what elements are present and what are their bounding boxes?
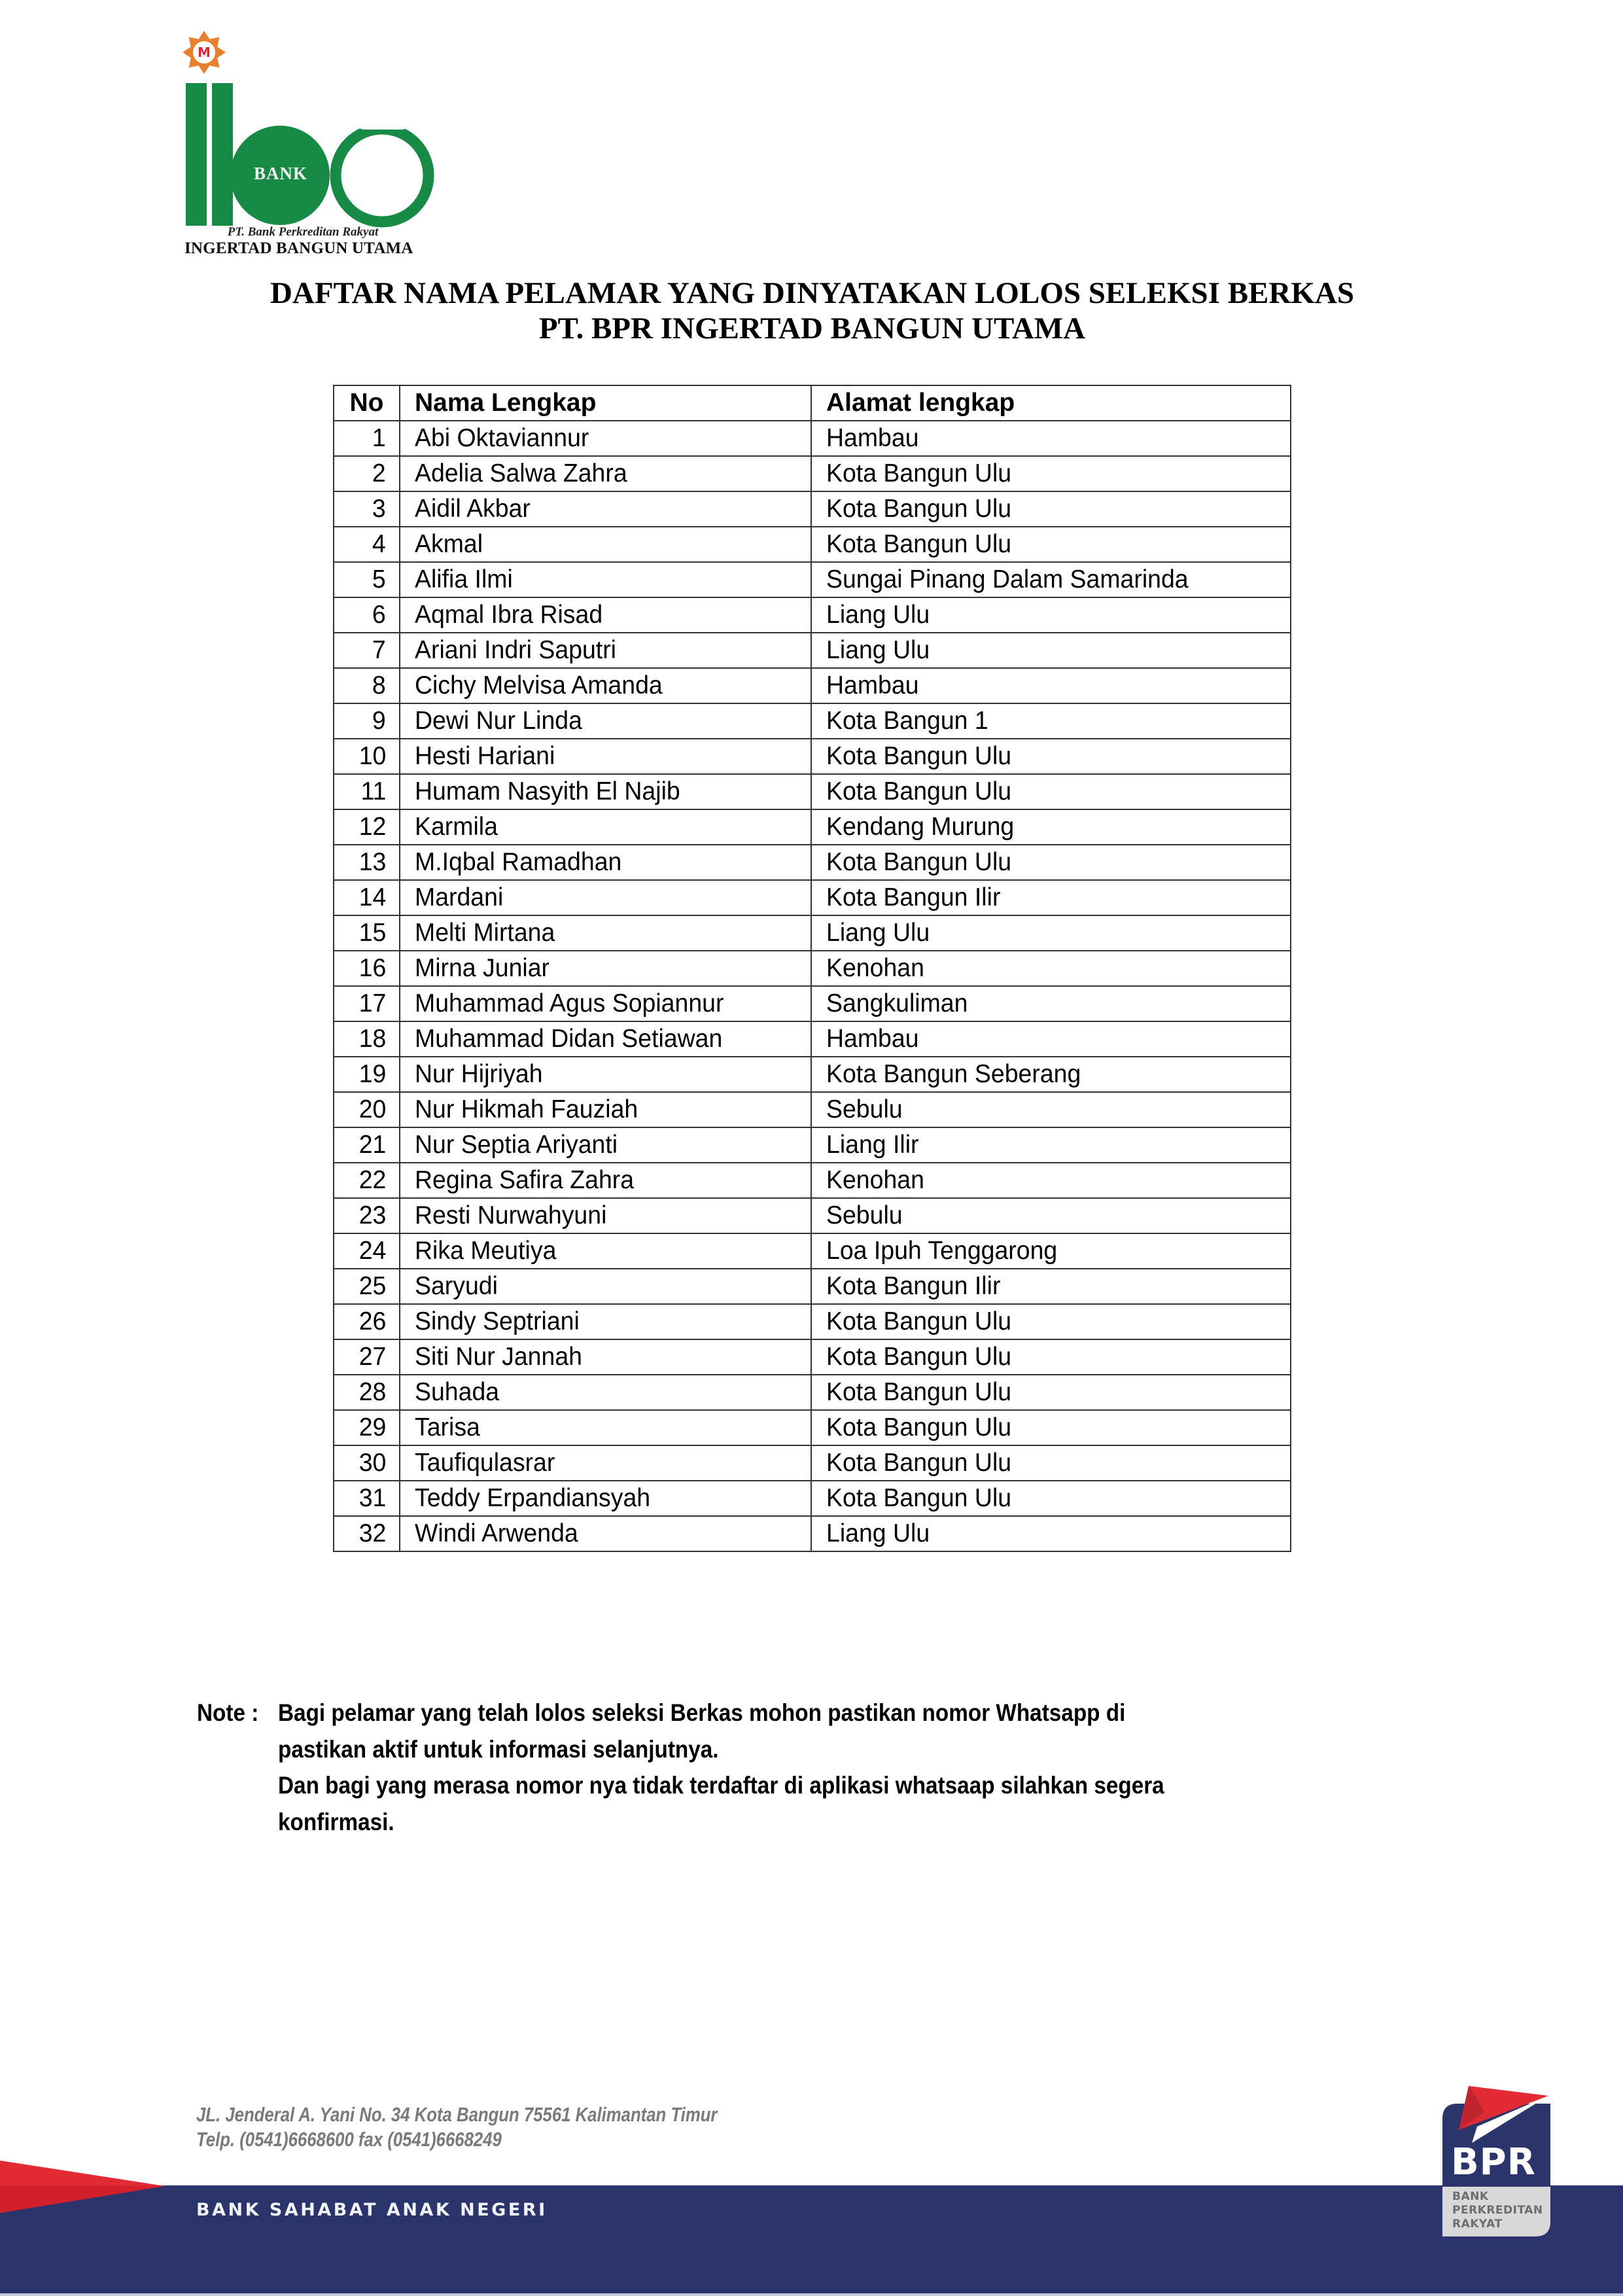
row-number-cell bbox=[334, 1021, 400, 1057]
row-number-cell bbox=[334, 527, 400, 562]
applicant-address: Kota Bangun Ulu bbox=[826, 1343, 1012, 1371]
applicant-address-cell bbox=[811, 562, 1291, 597]
table-row bbox=[334, 1339, 1291, 1375]
row-number: 20 bbox=[358, 1095, 386, 1123]
row-number-cell bbox=[334, 1163, 400, 1198]
applicant-name: Windi Arwenda bbox=[415, 1519, 578, 1547]
applicant-name-cell bbox=[400, 915, 811, 951]
note-block bbox=[197, 1695, 1440, 1840]
row-number-cell bbox=[334, 1410, 400, 1445]
logo-bar-right bbox=[212, 83, 233, 226]
applicant-name-cell bbox=[400, 562, 811, 597]
page-title-line-1: DAFTAR NAMA PELAMAR YANG DINYATAKAN LOLOS SELEKSI BERKAS bbox=[270, 276, 1354, 310]
applicant-name: Aqmal Ibra Risad bbox=[415, 601, 603, 629]
page-title-line-2: PT. BPR INGERTAD BANGUN UTAMA bbox=[538, 311, 1086, 345]
applicant-address-cell bbox=[811, 491, 1291, 527]
row-number-cell bbox=[334, 774, 400, 809]
applicant-name: Akmal bbox=[415, 530, 483, 558]
applicant-name: Siti Nur Jannah bbox=[415, 1343, 582, 1371]
row-number: 4 bbox=[372, 530, 386, 558]
row-number-cell bbox=[334, 845, 400, 880]
applicant-address: Kota Bangun Ulu bbox=[826, 848, 1012, 876]
applicant-address: Loa Ipuh Tenggarong bbox=[826, 1237, 1058, 1265]
applicant-address: Liang Ulu bbox=[826, 1519, 930, 1547]
applicant-name-cell bbox=[400, 1339, 811, 1375]
applicant-name-cell bbox=[400, 1021, 811, 1057]
applicant-name: Taufiqulasrar bbox=[415, 1449, 555, 1477]
logo-ring bbox=[336, 129, 428, 222]
applicant-address-cell bbox=[811, 1021, 1291, 1057]
note-line bbox=[197, 1767, 1440, 1804]
applicant-address: Kenohan bbox=[826, 954, 924, 982]
row-number-cell bbox=[334, 1339, 400, 1375]
row-number-cell bbox=[334, 915, 400, 951]
row-number: 8 bbox=[372, 671, 386, 699]
applicant-name: Saryudi bbox=[415, 1272, 498, 1300]
applicant-address: Kota Bangun Ulu bbox=[826, 742, 1012, 770]
row-number: 14 bbox=[358, 883, 386, 911]
company-logo bbox=[177, 26, 451, 262]
row-number: 28 bbox=[358, 1378, 386, 1406]
table-row bbox=[334, 809, 1291, 845]
table-row bbox=[334, 986, 1291, 1021]
applicant-name-cell bbox=[400, 845, 811, 880]
applicant-name: Mirna Juniar bbox=[415, 954, 550, 982]
applicant-address: Hambau bbox=[826, 1025, 919, 1053]
bpr-logo bbox=[1439, 2081, 1557, 2241]
table-header-row bbox=[334, 385, 1291, 421]
applicant-name-cell bbox=[400, 1375, 811, 1410]
table-row bbox=[334, 1445, 1291, 1481]
applicant-name-cell bbox=[400, 703, 811, 739]
table-row bbox=[334, 597, 1291, 633]
row-number: 6 bbox=[372, 601, 386, 629]
applicant-name: Karmila bbox=[415, 813, 498, 841]
column-header-alamat: Alamat lengkap bbox=[811, 385, 1291, 421]
table-row bbox=[334, 1410, 1291, 1445]
table-row bbox=[334, 1375, 1291, 1410]
footer-address: JL. Jenderal A. Yani No. 34 Kota Bangun 75561 Kalimantan Timur bbox=[196, 2103, 718, 2126]
table-row bbox=[334, 1481, 1291, 1516]
row-number-cell bbox=[334, 739, 400, 774]
footer-tagline: BANK SAHABAT ANAK NEGERI bbox=[196, 2200, 548, 2220]
applicant-address: Kota Bangun Seberang bbox=[826, 1060, 1081, 1088]
row-number: 2 bbox=[372, 459, 386, 487]
applicant-address-cell bbox=[811, 668, 1291, 703]
footer-phone: Telp. (0541)6668600 fax (0541)6668249 bbox=[196, 2128, 502, 2151]
row-number: 21 bbox=[358, 1131, 386, 1159]
note-text-line-4: konfirmasi. bbox=[278, 1808, 394, 1835]
applicant-name-cell bbox=[400, 633, 811, 668]
applicant-name-cell bbox=[400, 951, 811, 986]
applicant-address-cell bbox=[811, 1233, 1291, 1269]
applicant-address-cell bbox=[811, 809, 1291, 845]
applicant-address: Kota Bangun Ilir bbox=[826, 1272, 1001, 1300]
applicant-address-cell bbox=[811, 1127, 1291, 1163]
applicant-name: Nur Hijriyah bbox=[415, 1060, 543, 1088]
applicant-address: Kota Bangun Ilir bbox=[826, 883, 1001, 911]
table-row bbox=[334, 1269, 1291, 1304]
applicant-name: Alifia Ilmi bbox=[415, 565, 513, 593]
table-row bbox=[334, 774, 1291, 809]
row-number-cell bbox=[334, 1481, 400, 1516]
row-number: 25 bbox=[358, 1272, 386, 1300]
logo-subtitle: PT. Bank Perkreditan Rakyat bbox=[227, 225, 379, 239]
row-number-cell bbox=[334, 1304, 400, 1339]
applicant-name-cell bbox=[400, 809, 811, 845]
row-number-cell bbox=[334, 1057, 400, 1092]
applicant-address-cell bbox=[811, 597, 1291, 633]
applicant-name: Muhammad Agus Sopiannur bbox=[415, 989, 724, 1017]
red-arrow-decoration bbox=[0, 2153, 170, 2218]
applicant-name: Aidil Akbar bbox=[415, 495, 531, 523]
row-number: 31 bbox=[358, 1484, 386, 1512]
applicant-address-cell bbox=[811, 1516, 1291, 1551]
row-number: 5 bbox=[372, 565, 386, 593]
applicant-address-cell bbox=[811, 527, 1291, 562]
row-number: 24 bbox=[358, 1237, 386, 1265]
applicant-address-cell bbox=[811, 1198, 1291, 1233]
table-row bbox=[334, 668, 1291, 703]
row-number: 29 bbox=[358, 1413, 386, 1441]
applicant-address: Hambau bbox=[826, 671, 919, 699]
applicant-address-cell bbox=[811, 1410, 1291, 1445]
applicant-address-cell bbox=[811, 1269, 1291, 1304]
applicant-name-cell bbox=[400, 1410, 811, 1445]
row-number: 17 bbox=[358, 989, 386, 1017]
table-row bbox=[334, 633, 1291, 668]
applicant-name: Rika Meutiya bbox=[415, 1237, 557, 1265]
applicant-name: Melti Mirtana bbox=[415, 919, 555, 947]
applicant-address-cell bbox=[811, 456, 1291, 491]
row-number: 11 bbox=[360, 777, 386, 805]
applicant-name: Suhada bbox=[415, 1378, 500, 1406]
row-number-cell bbox=[334, 1127, 400, 1163]
applicant-name: Tarisa bbox=[415, 1413, 480, 1441]
table-row bbox=[334, 1127, 1291, 1163]
row-number: 26 bbox=[358, 1307, 386, 1335]
applicant-address-cell bbox=[811, 1092, 1291, 1127]
column-header-no: No bbox=[334, 385, 400, 421]
page-title bbox=[0, 275, 1623, 311]
applicant-name: Sindy Septriani bbox=[415, 1307, 580, 1335]
row-number: 22 bbox=[358, 1166, 386, 1194]
applicant-address: Hambau bbox=[826, 424, 919, 452]
applicant-address: Kota Bangun Ulu bbox=[826, 530, 1012, 558]
logo-badge-letter: M bbox=[198, 44, 211, 60]
applicant-address: Kota Bangun Ulu bbox=[826, 495, 1012, 523]
row-number: 12 bbox=[358, 813, 386, 841]
applicant-name: Nur Hikmah Fauziah bbox=[415, 1095, 638, 1123]
applicant-name: Regina Safira Zahra bbox=[415, 1166, 635, 1194]
table-row bbox=[334, 1021, 1291, 1057]
applicant-address: Kota Bangun 1 bbox=[826, 707, 988, 735]
applicant-address-cell bbox=[811, 703, 1291, 739]
applicant-name-cell bbox=[400, 1445, 811, 1481]
table-row bbox=[334, 951, 1291, 986]
applicant-address-cell bbox=[811, 880, 1291, 915]
applicant-name-cell bbox=[400, 597, 811, 633]
applicant-address-cell bbox=[811, 1304, 1291, 1339]
row-number-cell bbox=[334, 1516, 400, 1551]
applicant-name: Teddy Erpandiansyah bbox=[415, 1484, 651, 1512]
row-number: 15 bbox=[358, 919, 386, 947]
applicant-address-cell bbox=[811, 845, 1291, 880]
applicant-name-cell bbox=[400, 668, 811, 703]
applicant-name-cell bbox=[400, 986, 811, 1021]
table-row bbox=[334, 491, 1291, 527]
row-number-cell bbox=[334, 456, 400, 491]
table-row bbox=[334, 880, 1291, 915]
applicant-name-cell bbox=[400, 774, 811, 809]
row-number: 13 bbox=[358, 848, 386, 876]
applicant-address: Liang Ilir bbox=[826, 1131, 919, 1159]
applicant-name-cell bbox=[400, 1481, 811, 1516]
note-prefix: Note : bbox=[197, 1699, 259, 1726]
footer-bottom-line bbox=[0, 2293, 1623, 2296]
applicant-address-cell bbox=[811, 739, 1291, 774]
applicant-name-cell bbox=[400, 1233, 811, 1269]
row-number: 27 bbox=[358, 1343, 386, 1371]
table-row bbox=[334, 456, 1291, 491]
row-number: 1 bbox=[372, 424, 386, 452]
applicant-address-cell bbox=[811, 1375, 1291, 1410]
applicant-name: Humam Nasyith El Najib bbox=[415, 777, 680, 805]
row-number-cell bbox=[334, 633, 400, 668]
applicant-name: Adelia Salwa Zahra bbox=[415, 459, 627, 487]
footer-contact bbox=[196, 2102, 824, 2152]
applicant-address-cell bbox=[811, 633, 1291, 668]
table-row bbox=[334, 421, 1291, 456]
applicant-name: Muhammad Didan Setiawan bbox=[415, 1025, 723, 1053]
row-number: 30 bbox=[358, 1449, 386, 1477]
applicant-address: Liang Ulu bbox=[826, 601, 930, 629]
applicant-address-cell bbox=[811, 421, 1291, 456]
applicant-address-cell bbox=[811, 774, 1291, 809]
applicant-name-cell bbox=[400, 1516, 811, 1551]
applicant-address: Sangkuliman bbox=[826, 989, 968, 1017]
applicant-address: Sungai Pinang Dalam Samarinda bbox=[826, 565, 1189, 593]
row-number: 23 bbox=[358, 1201, 386, 1229]
logo-wordmark: BANK bbox=[253, 164, 307, 183]
applicant-name-cell bbox=[400, 527, 811, 562]
row-number-cell bbox=[334, 1233, 400, 1269]
applicant-name-cell bbox=[400, 1092, 811, 1127]
applicant-name-cell bbox=[400, 491, 811, 527]
row-number-cell bbox=[334, 491, 400, 527]
applicant-name: Resti Nurwahyuni bbox=[415, 1201, 607, 1229]
applicant-name: M.Iqbal Ramadhan bbox=[415, 848, 622, 876]
row-number: 10 bbox=[358, 742, 386, 770]
row-number-cell bbox=[334, 562, 400, 597]
note-line bbox=[197, 1695, 1440, 1731]
note-line bbox=[197, 1804, 1440, 1841]
applicant-name-cell bbox=[400, 421, 811, 456]
applicant-name-cell bbox=[400, 1163, 811, 1198]
applicant-name: Dewi Nur Linda bbox=[415, 707, 582, 735]
row-number: 19 bbox=[358, 1060, 386, 1088]
table-body bbox=[334, 421, 1291, 1551]
applicant-name-cell bbox=[400, 1198, 811, 1233]
applicant-address: Kota Bangun Ulu bbox=[826, 1484, 1012, 1512]
applicant-name-cell bbox=[400, 456, 811, 491]
applicant-address-cell bbox=[811, 1445, 1291, 1481]
table-row bbox=[334, 527, 1291, 562]
table-row bbox=[334, 739, 1291, 774]
table-row bbox=[334, 1516, 1291, 1551]
applicant-name: Nur Septia Ariyanti bbox=[415, 1131, 618, 1159]
table-row bbox=[334, 1057, 1291, 1092]
row-number-cell bbox=[334, 880, 400, 915]
applicant-name-cell bbox=[400, 1304, 811, 1339]
applicant-address: Kendang Murung bbox=[826, 813, 1015, 841]
applicant-address-cell bbox=[811, 1339, 1291, 1375]
table-row bbox=[334, 915, 1291, 951]
applicant-name: Hesti Hariani bbox=[415, 742, 555, 770]
note-text-line-1: Bagi pelamar yang telah lolos seleksi Berkas mohon pastikan nomor Whatsapp di bbox=[278, 1699, 1126, 1726]
table-row bbox=[334, 703, 1291, 739]
row-number-cell bbox=[334, 1269, 400, 1304]
logo-company-name: INGERTAD BANGUN UTAMA bbox=[184, 239, 413, 257]
note-line bbox=[197, 1731, 1440, 1768]
table-row bbox=[334, 845, 1291, 880]
applicant-name: Abi Oktaviannur bbox=[415, 424, 589, 452]
applicant-address: Sebulu bbox=[826, 1095, 903, 1123]
row-number: 32 bbox=[358, 1519, 386, 1547]
row-number-cell bbox=[334, 986, 400, 1021]
table-row bbox=[334, 562, 1291, 597]
applicant-name-cell bbox=[400, 880, 811, 915]
row-number-cell bbox=[334, 809, 400, 845]
bpr-logo-line-1: BANK bbox=[1452, 2190, 1489, 2203]
applicant-address: Liang Ulu bbox=[826, 919, 930, 947]
row-number-cell bbox=[334, 1198, 400, 1233]
applicant-address: Kota Bangun Ulu bbox=[826, 1307, 1012, 1335]
page-subtitle bbox=[0, 310, 1623, 347]
bpr-logo-line-2: PERKREDITAN bbox=[1452, 2204, 1543, 2217]
table-row bbox=[334, 1163, 1291, 1198]
row-number: 7 bbox=[372, 636, 386, 664]
applicant-address: Kota Bangun Ulu bbox=[826, 1413, 1012, 1441]
bpr-logo-text: BPR bbox=[1451, 2141, 1536, 2183]
applicant-address-cell bbox=[811, 1057, 1291, 1092]
row-number-cell bbox=[334, 597, 400, 633]
applicant-name: Ariani Indri Saputri bbox=[415, 636, 616, 664]
table-row bbox=[334, 1304, 1291, 1339]
applicant-table-container bbox=[333, 385, 1291, 1552]
row-number-cell bbox=[334, 668, 400, 703]
note-text-line-2: pastikan aktif untuk informasi selanjutnya. bbox=[278, 1735, 719, 1763]
column-header-nama: Nama Lengkap bbox=[400, 385, 811, 421]
applicant-address: Kota Bangun Ulu bbox=[826, 1449, 1012, 1477]
applicant-address-cell bbox=[811, 915, 1291, 951]
applicant-address-cell bbox=[811, 986, 1291, 1021]
table-row bbox=[334, 1198, 1291, 1233]
row-number: 18 bbox=[358, 1025, 386, 1053]
applicant-name-cell bbox=[400, 739, 811, 774]
applicant-address-cell bbox=[811, 951, 1291, 986]
logo-bar-left bbox=[186, 83, 207, 226]
row-number: 9 bbox=[372, 707, 386, 735]
applicant-address: Sebulu bbox=[826, 1201, 903, 1229]
row-number: 3 bbox=[372, 495, 386, 523]
row-number-cell bbox=[334, 1092, 400, 1127]
applicant-address: Kenohan bbox=[826, 1166, 924, 1194]
applicant-name-cell bbox=[400, 1269, 811, 1304]
row-number-cell bbox=[334, 951, 400, 986]
row-number-cell bbox=[334, 421, 400, 456]
applicant-address-cell bbox=[811, 1481, 1291, 1516]
table-row bbox=[334, 1233, 1291, 1269]
applicant-name-cell bbox=[400, 1057, 811, 1092]
applicant-address-cell bbox=[811, 1163, 1291, 1198]
applicant-address: Kota Bangun Ulu bbox=[826, 1378, 1012, 1406]
applicant-table bbox=[333, 385, 1291, 1552]
row-number: 16 bbox=[358, 954, 386, 982]
applicant-name: Cichy Melvisa Amanda bbox=[415, 671, 663, 699]
applicant-name-cell bbox=[400, 1127, 811, 1163]
row-number-cell bbox=[334, 1445, 400, 1481]
table-row bbox=[334, 1092, 1291, 1127]
row-number-cell bbox=[334, 1375, 400, 1410]
bpr-logo-line-3: RAKYAT bbox=[1452, 2217, 1503, 2231]
row-number-cell bbox=[334, 703, 400, 739]
applicant-address: Liang Ulu bbox=[826, 636, 930, 664]
applicant-address: Kota Bangun Ulu bbox=[826, 777, 1012, 805]
note-text-line-3: Dan bagi yang merasa nomor nya tidak terdaftar di aplikasi whatsaap silahkan segera bbox=[278, 1772, 1164, 1799]
applicant-name: Mardani bbox=[415, 883, 504, 911]
applicant-address: Kota Bangun Ulu bbox=[826, 459, 1012, 487]
